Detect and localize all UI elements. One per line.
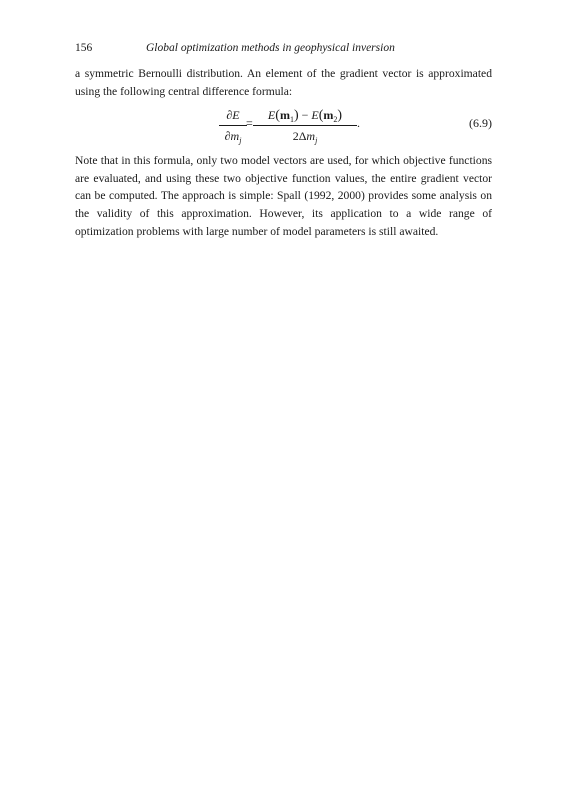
equation-number: (6.9) [469,116,492,130]
running-title: Global optimization methods in geophysical inversion [146,42,395,54]
equation-rhs-fraction-bar [253,125,357,126]
equation-lhs-numerator: ∂E [226,108,240,122]
paragraph-2: Note that in this formula, only two model vectors are used, for which objective functions are evaluated, and using these two objective function values, the entire gradient vector can be computed. The approach is simple: Spall (1992, 2000) provides some analysis on the validity of this approximation. However, its application to a wide range of optimization problems with large number of model parameters is still awaited. [75,154,492,238]
equation-lhs-fraction-bar [219,125,247,126]
equation-lhs-denominator: $\partial m_j$ [224,129,242,145]
equation-rhs-numerator: $E(m_1) - E(m_2)$ [267,108,343,124]
page-header [75,42,490,60]
equation-6-9 [75,104,492,148]
equation-rhs-denominator: $2\Delta m_j$ [292,129,318,145]
equation-lhs-fraction [219,107,247,145]
equation-rhs-fraction [253,107,357,145]
equation-period: . [357,116,360,130]
equation-equals-sign: = [246,116,253,130]
page-number: 156 [75,42,93,54]
paragraph-1: a symmetric Bernoulli distribution. An element of the gradient vector is approximated using the following central difference formula: [75,67,492,98]
